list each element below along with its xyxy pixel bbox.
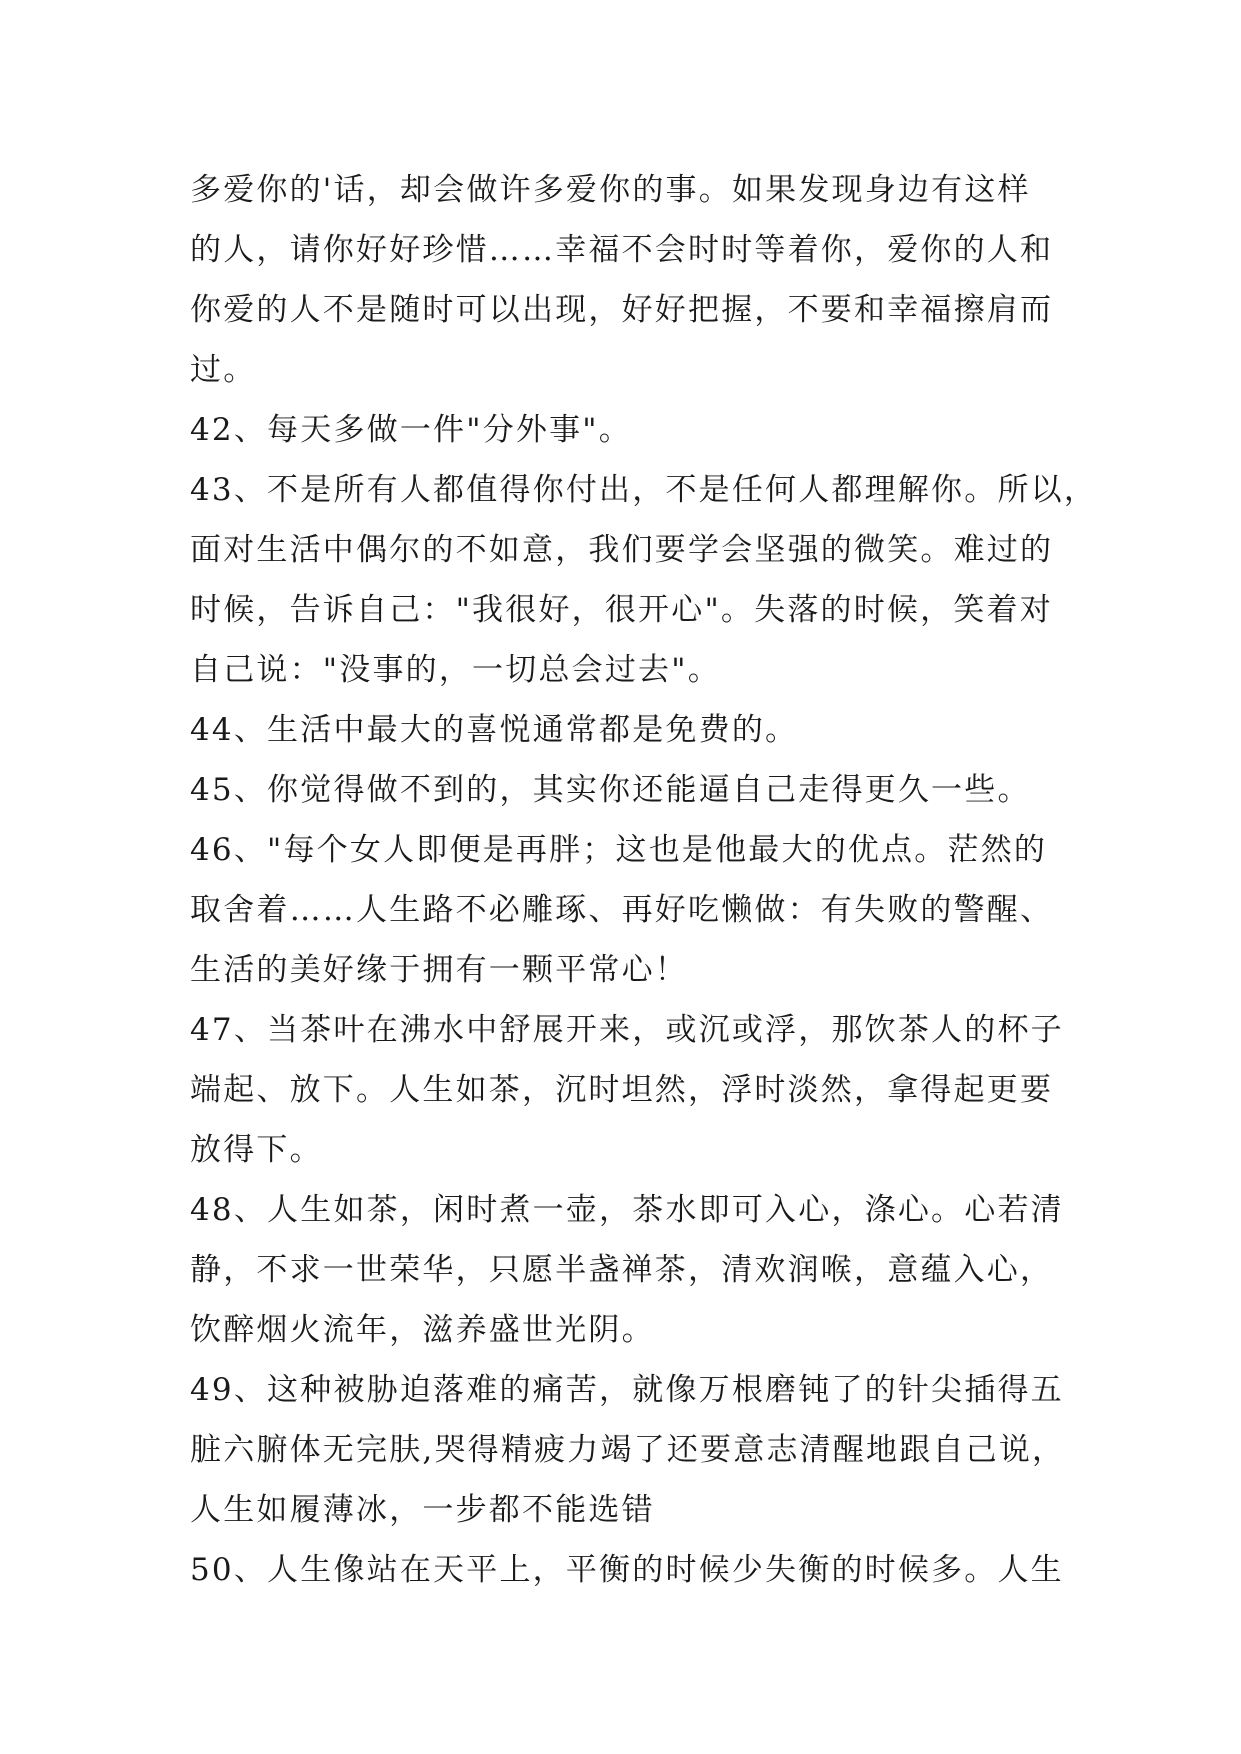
text-line: 放得下。 bbox=[190, 1132, 323, 1168]
text-line: 面对生活中偶尔的不如意，我们要学会坚强的微笑。难过的 bbox=[190, 532, 1054, 568]
text-line: 49、这种被胁迫落难的痛苦，就像万根磨钝了的针尖插得五 bbox=[190, 1372, 1064, 1408]
text-line: 过。 bbox=[190, 352, 257, 388]
text-line: 饮醉烟火流年，滋养盛世光阴。 bbox=[190, 1312, 655, 1348]
text-line: 自己说："没事的，一切总会过去"。 bbox=[190, 652, 721, 688]
text-line: 43、不是所有人都值得你付出，不是任何人都理解你。所以， bbox=[190, 472, 1098, 508]
text-line: 45、你觉得做不到的，其实你还能逼自己走得更久一些。 bbox=[190, 772, 1031, 808]
text-line: 50、人生像站在天平上，平衡的时候少失衡的时候多。人生 bbox=[190, 1552, 1064, 1588]
text-line: 42、每天多做一件"分外事"。 bbox=[190, 412, 632, 448]
document-body bbox=[190, 160, 1098, 1600]
text-line: 你爱的人不是随时可以出现，好好把握，不要和幸福擦肩而 bbox=[190, 292, 1054, 328]
text-line: 44、生活中最大的喜悦通常都是免费的。 bbox=[190, 712, 799, 748]
text-line: 静，不求一世荣华，只愿半盏禅茶，清欢润喉，意蕴入心， bbox=[190, 1252, 1054, 1288]
text-line: 取舍着……人生路不必雕琢、再好吃懒做：有失败的警醒、 bbox=[190, 892, 1054, 928]
text-line: 46、"每个女人即便是再胖；这也是他最大的优点。茫然的 bbox=[190, 832, 1048, 868]
text-line: 48、人生如茶，闲时煮一壶，茶水即可入心，涤心。心若清 bbox=[190, 1192, 1064, 1228]
text-line: 生活的美好缘于拥有一颗平常心！ bbox=[190, 952, 688, 988]
text-line: 47、当茶叶在沸水中舒展开来，或沉或浮，那饮茶人的杯子 bbox=[190, 1012, 1064, 1048]
text-line: 脏六腑体无完肤,哭得精疲力竭了还要意志清醒地跟自己说， bbox=[190, 1432, 1066, 1468]
text-line: 的人，请你好好珍惜……幸福不会时时等着你，爱你的人和 bbox=[190, 232, 1054, 268]
text-line: 端起、放下。人生如茶，沉时坦然，浮时淡然，拿得起更要 bbox=[190, 1072, 1054, 1108]
text-line: 多爱你的'话，却会做许多爱你的事。如果发现身边有这样 bbox=[190, 172, 1031, 208]
text-line: 时候，告诉自己："我很好，很开心"。失落的时候，笑着对 bbox=[190, 592, 1053, 628]
text-line: 人生如履薄冰，一步都不能选错 bbox=[190, 1492, 655, 1528]
